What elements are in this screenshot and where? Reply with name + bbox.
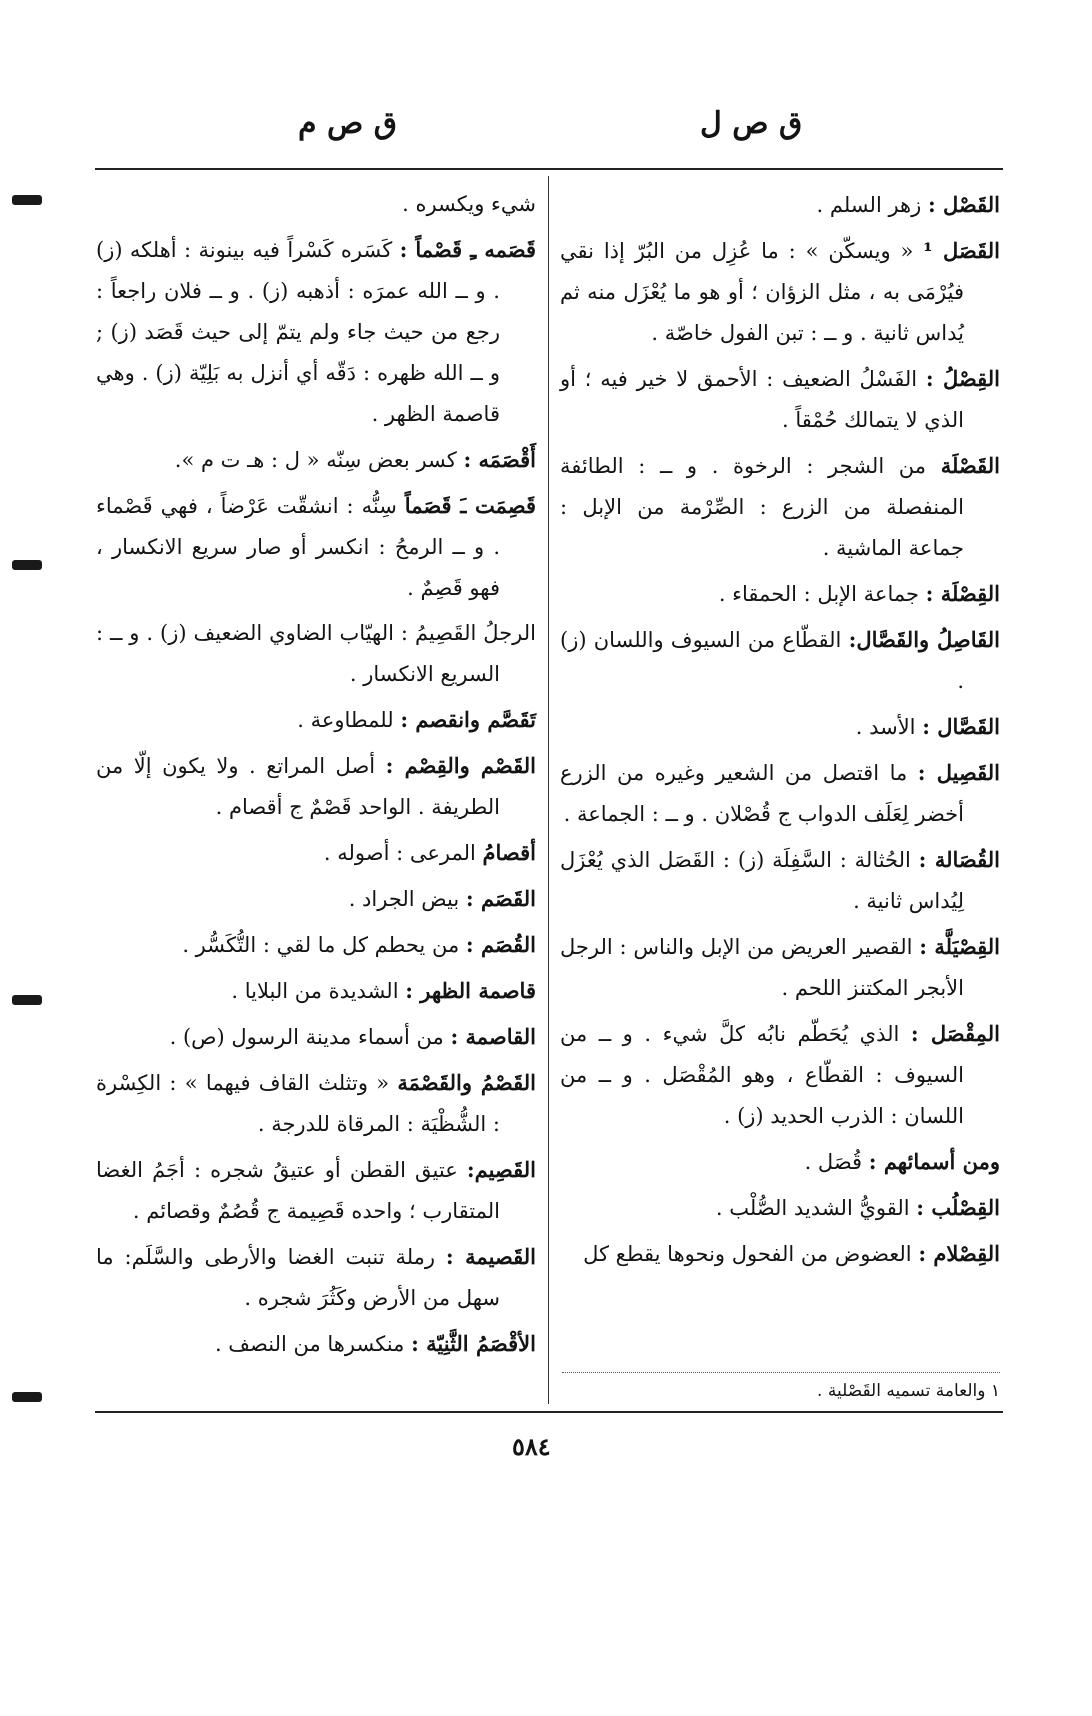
binding-mark-icon xyxy=(12,195,42,205)
entry-headword: القَصْل : xyxy=(927,192,1000,217)
entry-headword: القَصْم والقِصْم : xyxy=(385,753,536,778)
dictionary-entry xyxy=(96,1062,536,1145)
dictionary-entry xyxy=(96,924,536,966)
entry-definition: القصير العريض من الإبل والناس : الرجل الأبجر المكتنز اللحم . xyxy=(560,935,964,1000)
dictionary-entry xyxy=(560,358,1000,441)
dictionary-entry xyxy=(96,745,536,828)
entry-definition: بيض الجراد . xyxy=(348,887,460,911)
entry-definition: من يحطم كل ما لقي : التُّكَسُّر . xyxy=(182,933,460,957)
entry-headword: القَصَّال : xyxy=(922,714,1000,739)
dictionary-entry xyxy=(96,1149,536,1232)
dictionary-entry xyxy=(96,1323,536,1365)
entry-definition: قُصَل . xyxy=(804,1150,863,1174)
entry-headword: القَصْلَة xyxy=(940,453,1000,478)
entry-definition: القويُّ الشديد الصُّلْب . xyxy=(715,1196,910,1220)
right-column xyxy=(560,184,1000,1279)
entry-headword: القَاصِلُ والقَصَّال: xyxy=(848,627,1000,652)
entry-definition: كَسَره كَسْراً فيه بينونة : أهلكه (ز) . و ــ الله عمرَه : أذهبه (ز) . و ــ فلان راجعاً : رجع من حيث جاء ولم يتمّ إلى حيث قَصَد (ز) ; و ــ الله ظهره : دَقّه أي أنزل به بَلِيّة (ز) . وهي قاصمة الظهر . xyxy=(96,238,500,426)
entry-headword: القَصيمة : xyxy=(445,1244,536,1269)
entry-definition: « ويسكّن » : ما عُزِل من البُرّ إذا نقي فيُرْمَى به ، مثل الزؤان ؛ أو هو ما يُعْزَل منه ثم يُداس ثانية . و ــ : تبن الفول خاصّة . xyxy=(560,239,964,345)
root-header-right: ق ص ل xyxy=(700,106,803,141)
dictionary-entry xyxy=(560,839,1000,922)
entry-definition: المرعى : أصوله . xyxy=(323,841,476,865)
dictionary-entry xyxy=(96,613,536,695)
entry-definition: القطّاع من السيوف واللسان (ز) . xyxy=(560,628,964,693)
dictionary-entry xyxy=(560,1013,1000,1137)
bottom-rule xyxy=(95,1411,1003,1413)
entry-definition: جماعة الإبل : الحمقاء . xyxy=(718,582,919,606)
entry-headword: القُصَم : xyxy=(465,932,536,957)
entry-headword: القِصْلُب : xyxy=(916,1195,1000,1220)
root-header-left: ق ص م xyxy=(298,106,398,141)
footnote: ١ والعامة تسميه القَصْلية . xyxy=(817,1381,1000,1401)
footnote-rule xyxy=(562,1372,1000,1373)
top-rule xyxy=(95,168,1003,170)
entry-headword: القِصْلام : xyxy=(918,1241,1000,1266)
entry-definition: الشديدة من البلايا . xyxy=(231,979,399,1003)
dictionary-entry xyxy=(96,699,536,741)
entry-definition: شيء ويكسره . xyxy=(402,192,536,216)
dictionary-entry xyxy=(560,230,1000,354)
entry-headword: تَقَصَّم وانقصم : xyxy=(400,707,536,732)
entry-definition: رملة تنبت الغضا والأرطى والسَّلَم: ما سهل من الأرض وكَثُرَ شجره . xyxy=(96,1245,500,1310)
dictionary-entry xyxy=(560,1233,1000,1275)
entry-headword: القَصْمُ والقَصْمَة xyxy=(397,1070,536,1095)
entry-definition: الحُثالة : السَّفِلَة (ز) : القَصَل الذي يُعْزَل لِيُداس ثانية . xyxy=(560,848,964,913)
entry-headword: أَقْصَمَه : xyxy=(463,447,536,472)
page-number: ٥٨٤ xyxy=(512,1432,551,1461)
entry-definition: من الشجر : الرخوة . و ــ : الطائفة المنفصلة من الزرع : الصِّرْمة من الإبل : جماعة الماشية . xyxy=(560,454,964,560)
dictionary-entry xyxy=(96,1236,536,1319)
entry-definition: العضوض من الفحول ونحوها يقطع كل xyxy=(583,1242,912,1266)
entry-headword: القَصِيم: xyxy=(466,1157,536,1182)
entry-definition: الذي يُحَطّم نابُه كلَّ شيء . و ــ من السيوف : القطّاع ، وهو المُقْصَل . و ــ من اللسان : الذرب الحديد (ز) . xyxy=(560,1022,964,1128)
entry-headword: القَصَم : xyxy=(465,886,536,911)
entry-headword: القِصْلَة : xyxy=(925,581,1000,606)
dictionary-entry xyxy=(96,970,536,1012)
entry-definition: للمطاوعة . xyxy=(297,708,394,732)
binding-mark-icon xyxy=(12,560,42,570)
entry-definition: الفَسْلُ الضعيف : الأحمق لا خير فيه ؛ أو الذي لا يتمالك حُمْقاً . xyxy=(560,367,964,432)
dictionary-entry xyxy=(96,184,536,225)
left-column xyxy=(96,184,536,1369)
entry-headword: القاصمة : xyxy=(450,1024,536,1049)
dictionary-entry xyxy=(560,573,1000,615)
dictionary-entry xyxy=(96,1016,536,1058)
entry-definition: أصل المراتع . ولا يكون إلّا من الطريفة . الواحد قَصْمٌ ج أقصام . xyxy=(96,754,500,819)
binding-mark-icon xyxy=(12,995,42,1005)
dictionary-entry xyxy=(96,878,536,920)
entry-headword: ومن أسمائهم : xyxy=(868,1149,1000,1174)
entry-definition: ما اقتصل من الشعير وغيره من الزرع أخضر لِعَلَف الدواب ج قُصْلان . و ــ : الجماعة . xyxy=(560,761,964,826)
entry-definition: من أسماء مدينة الرسول (ص) . xyxy=(169,1025,444,1049)
entry-headword: القَصِيل : xyxy=(917,760,1000,785)
entry-definition: عتيق القطن أو عتيقُ شجره : أجَمُ الغضا المتقارب ؛ واحده قَصِيمة ج قُصُمٌ وقصائم . xyxy=(96,1158,500,1223)
entry-headword: قَصِمَت ـَ قَصَماً xyxy=(404,493,536,518)
entry-headword: القِصْيَلَّة : xyxy=(919,934,1000,959)
dictionary-entry xyxy=(96,832,536,874)
dictionary-entry xyxy=(560,184,1000,226)
entry-headword: قَصَمه ـِ قَصْماً : xyxy=(399,237,536,262)
entry-definition: « وتثلث القاف فيهما » : الكِسْرة : الشُّظْيَة : المرقاة للدرجة . xyxy=(96,1071,500,1136)
entry-headword: الأقْصَمُ الثَّنِيّة : xyxy=(411,1331,536,1356)
column-divider xyxy=(548,176,549,1404)
dictionary-entry xyxy=(96,439,536,481)
entry-headword: القِصْلُ : xyxy=(925,366,1000,391)
dictionary-entry xyxy=(560,1187,1000,1229)
dictionary-entry xyxy=(560,619,1000,702)
entry-definition: الرجلُ القَصِيمُ : الهيّاب الضاوي الضعيف (ز) . و ــ : السريع الانكسار . xyxy=(96,621,536,686)
dictionary-entry xyxy=(96,485,536,609)
dictionary-entry xyxy=(560,752,1000,835)
entry-headword: المِقْصَل : xyxy=(910,1021,1000,1046)
entry-definition: سِنُّه : انشقّت عَرْضاً ، فهي قَصْماء . و ــ الرمحُ : انكسر أو صار سريع الانكسار ، فهو قَصِمٌ . xyxy=(96,494,500,600)
entry-headword: القَصَل ¹ xyxy=(923,238,1000,263)
dictionary-entry xyxy=(560,1141,1000,1183)
entry-definition: كسر بعض سِنّه « ل : هـ ت م ». xyxy=(174,448,457,472)
entry-headword: أقصامُ xyxy=(482,840,536,865)
dictionary-entry xyxy=(560,926,1000,1009)
dictionary-entry xyxy=(560,706,1000,748)
dictionary-entry xyxy=(96,229,536,435)
entry-definition: منكسرها من النصف . xyxy=(214,1332,405,1356)
dictionary-entry xyxy=(560,445,1000,569)
binding-mark-icon xyxy=(12,1392,42,1402)
entry-definition: الأسد . xyxy=(855,715,916,739)
entry-definition: زهر السلم . xyxy=(816,193,922,217)
entry-headword: القُصَالة : xyxy=(918,847,1000,872)
entry-headword: قاصمة الظهر : xyxy=(405,978,536,1003)
